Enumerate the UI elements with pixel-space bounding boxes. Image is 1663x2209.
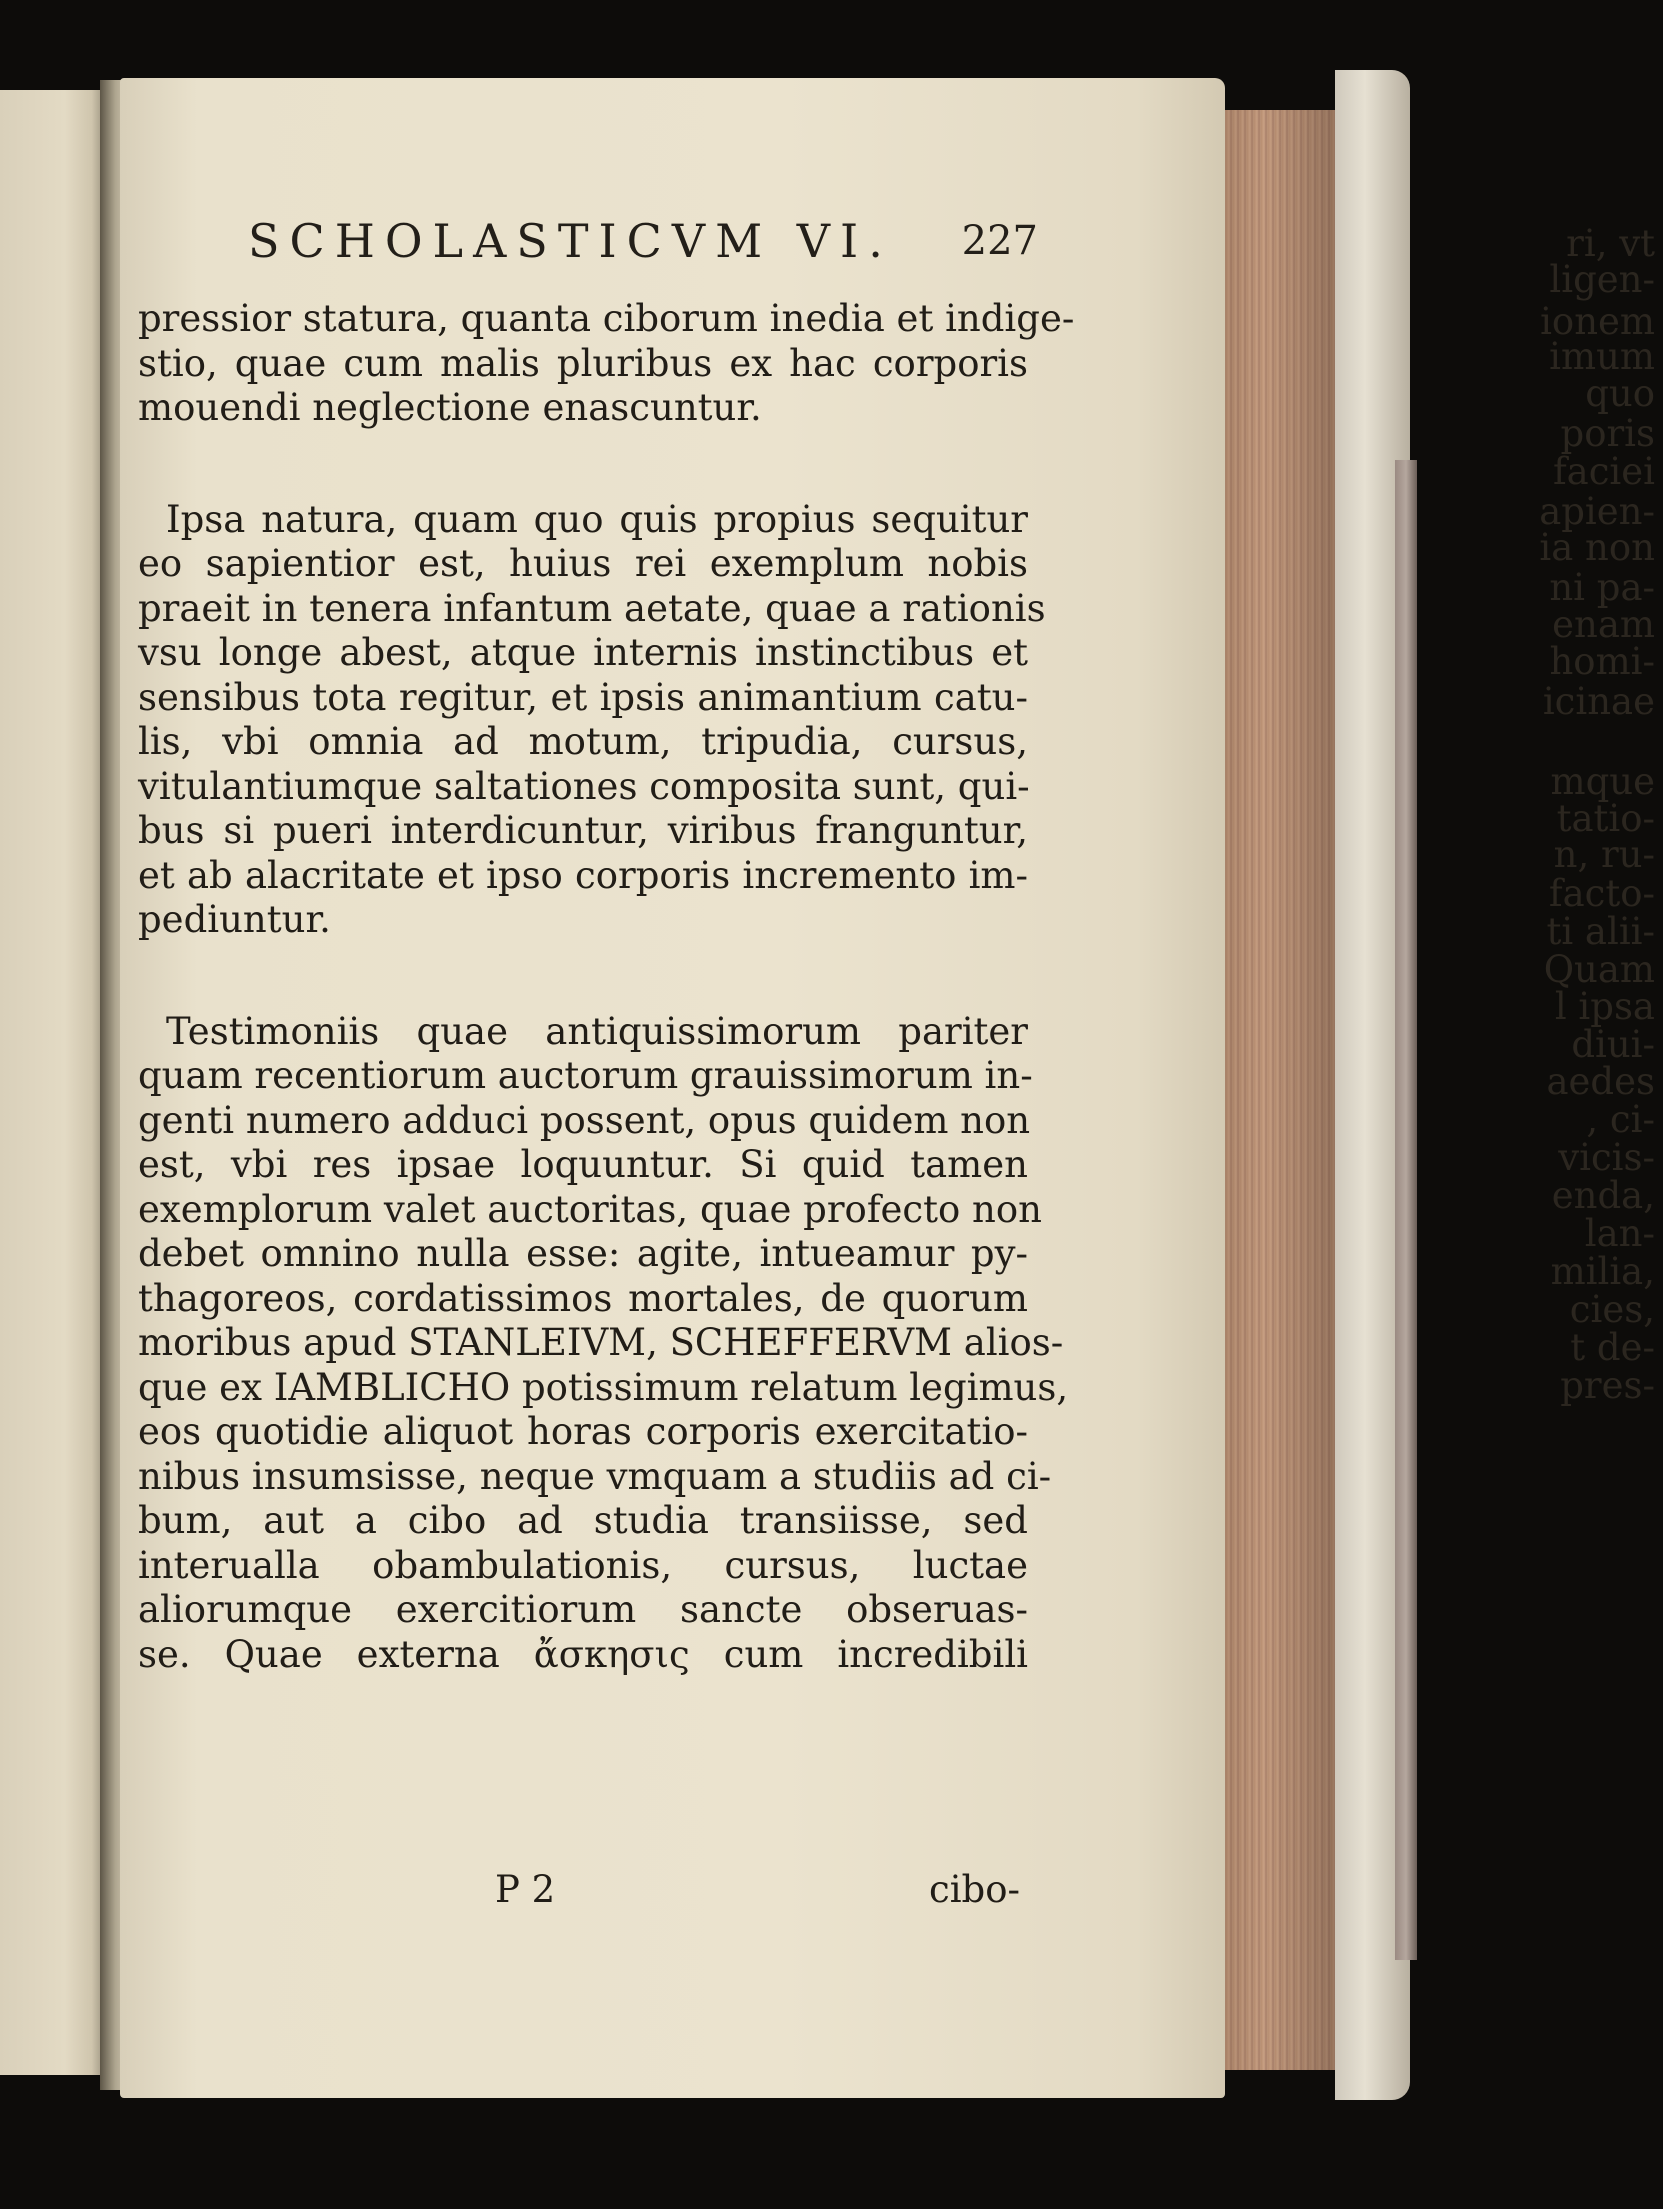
page-number: 227 (961, 218, 1038, 264)
text-line: nibus insumsisse, neque vmquam a studiis ad ci- (138, 1454, 1052, 1498)
page-edges-shading (1212, 110, 1342, 2070)
paragraph (138, 297, 1075, 431)
facing-line: , ci- (1586, 1098, 1655, 1141)
facing-line: l ipsa (1554, 985, 1655, 1028)
catchword: cibo- (928, 1868, 1020, 1911)
text-line: stio, quae cum malis pluribus ex hac corporis (138, 341, 1028, 385)
facing-line: aedes (1546, 1060, 1655, 1103)
text-line: pressior statura, quanta ciborum inedia et indige- (138, 297, 1075, 340)
text-line: que ex IAMBLICHO potissimum relatum legimus, (138, 1365, 1069, 1409)
facing-line: Quam (1543, 948, 1655, 991)
signature-mark: P 2 (495, 1868, 556, 1911)
text-line: quam recentiorum auctorum grauissimorum in- (138, 1054, 1033, 1097)
facing-line: ti alii- (1546, 910, 1655, 953)
text-line: se. Quae externa ἄσκησις cum incredibili (138, 1632, 1028, 1676)
facing-line: apien- (1539, 490, 1655, 533)
facing-line: ri, vt (1566, 222, 1655, 265)
text-line: mouendi neglectione enascuntur. (138, 386, 762, 429)
facing-line: faciei (1552, 450, 1655, 493)
text-line: thagoreos, cordatissimos mortales, de quorum (138, 1276, 1028, 1320)
facing-line: ni pa- (1549, 566, 1655, 609)
facing-line: icinae (1542, 680, 1655, 723)
facing-line: milia, (1550, 1250, 1655, 1293)
text-line: aliorumque exercitiorum sancte obseruas- (138, 1588, 1028, 1631)
facing-line: enam (1552, 603, 1655, 646)
facing-line: pres- (1560, 1364, 1655, 1407)
text-line: interualla obambulationis, cursus, luctae (138, 1543, 1028, 1587)
running-title: SCHOLASTICVM VI. (248, 214, 893, 268)
text-line: vsu longe abest, atque internis instinctibus et (138, 631, 1028, 674)
facing-line: enda, (1551, 1174, 1655, 1217)
text-line: vitulantiumque saltationes composita sunt, qui- (138, 764, 1030, 808)
text-line: est, vbi res ipsae loquuntur. Si quid tamen (138, 1143, 1028, 1186)
text-line: pediuntur. (138, 898, 331, 941)
facing-line: mque (1550, 760, 1655, 803)
text-line: bum, aut a cibo ad studia transiisse, sed (138, 1499, 1028, 1542)
facing-line: n, ru- (1553, 833, 1655, 876)
facing-line: vicis- (1558, 1136, 1655, 1179)
facing-line: homi- (1549, 640, 1655, 683)
text-line: Testimoniis quae antiquissimorum pariter (166, 1009, 1028, 1053)
facing-line: lan- (1584, 1212, 1655, 1255)
text-line: genti numero adduci possent, opus quidem non (138, 1098, 1031, 1142)
page-body (138, 297, 1075, 1677)
facing-line: poris (1560, 412, 1655, 455)
facing-line: facto- (1548, 872, 1655, 915)
text-line: eos quotidie aliquot horas corporis exercitatio- (138, 1410, 1028, 1453)
facing-line: tatio- (1556, 797, 1655, 840)
text-line: praeit in tenera infantum aetate, quae a rationis (138, 586, 1046, 630)
facing-line: ligen- (1549, 258, 1655, 301)
paragraph (138, 1009, 1069, 1678)
text-line: debet omnino nulla esse: agite, intueamur py- (138, 1232, 1028, 1275)
text-line: exemplorum valet auctoritas, quae profecto non (138, 1187, 1042, 1231)
text-line: eo sapientior est, huius rei exemplum nobis (138, 542, 1028, 585)
text-line: et ab alacritate et ipso corporis incremento im- (138, 853, 1028, 897)
text-line: sensibus tota regitur, et ipsis animantium catu- (138, 675, 1028, 719)
facing-line: t de- (1570, 1326, 1655, 1369)
text-line: lis, vbi omnia ad motum, tripudia, cursus, (138, 720, 1028, 763)
text-line: bus si pueri interdicuntur, viribus franguntur, (138, 809, 1028, 852)
facing-line: imum (1549, 335, 1655, 378)
cover-marbling (1395, 460, 1417, 1960)
facing-line: cies, (1569, 1288, 1655, 1331)
paragraph (138, 497, 1046, 943)
facing-line: diui- (1571, 1023, 1655, 1066)
facing-line: quo (1585, 372, 1655, 415)
text-line: Ipsa natura, quam quo quis propius sequitur (166, 497, 1028, 541)
text-line: moribus apud STANLEIVM, SCHEFFERVM alios- (138, 1321, 1064, 1364)
page-footer (495, 1868, 1020, 1918)
page-header (248, 214, 1038, 274)
facing-page (0, 90, 108, 2075)
facing-line: ia non (1539, 526, 1655, 569)
facing-line: ionem (1540, 300, 1655, 343)
